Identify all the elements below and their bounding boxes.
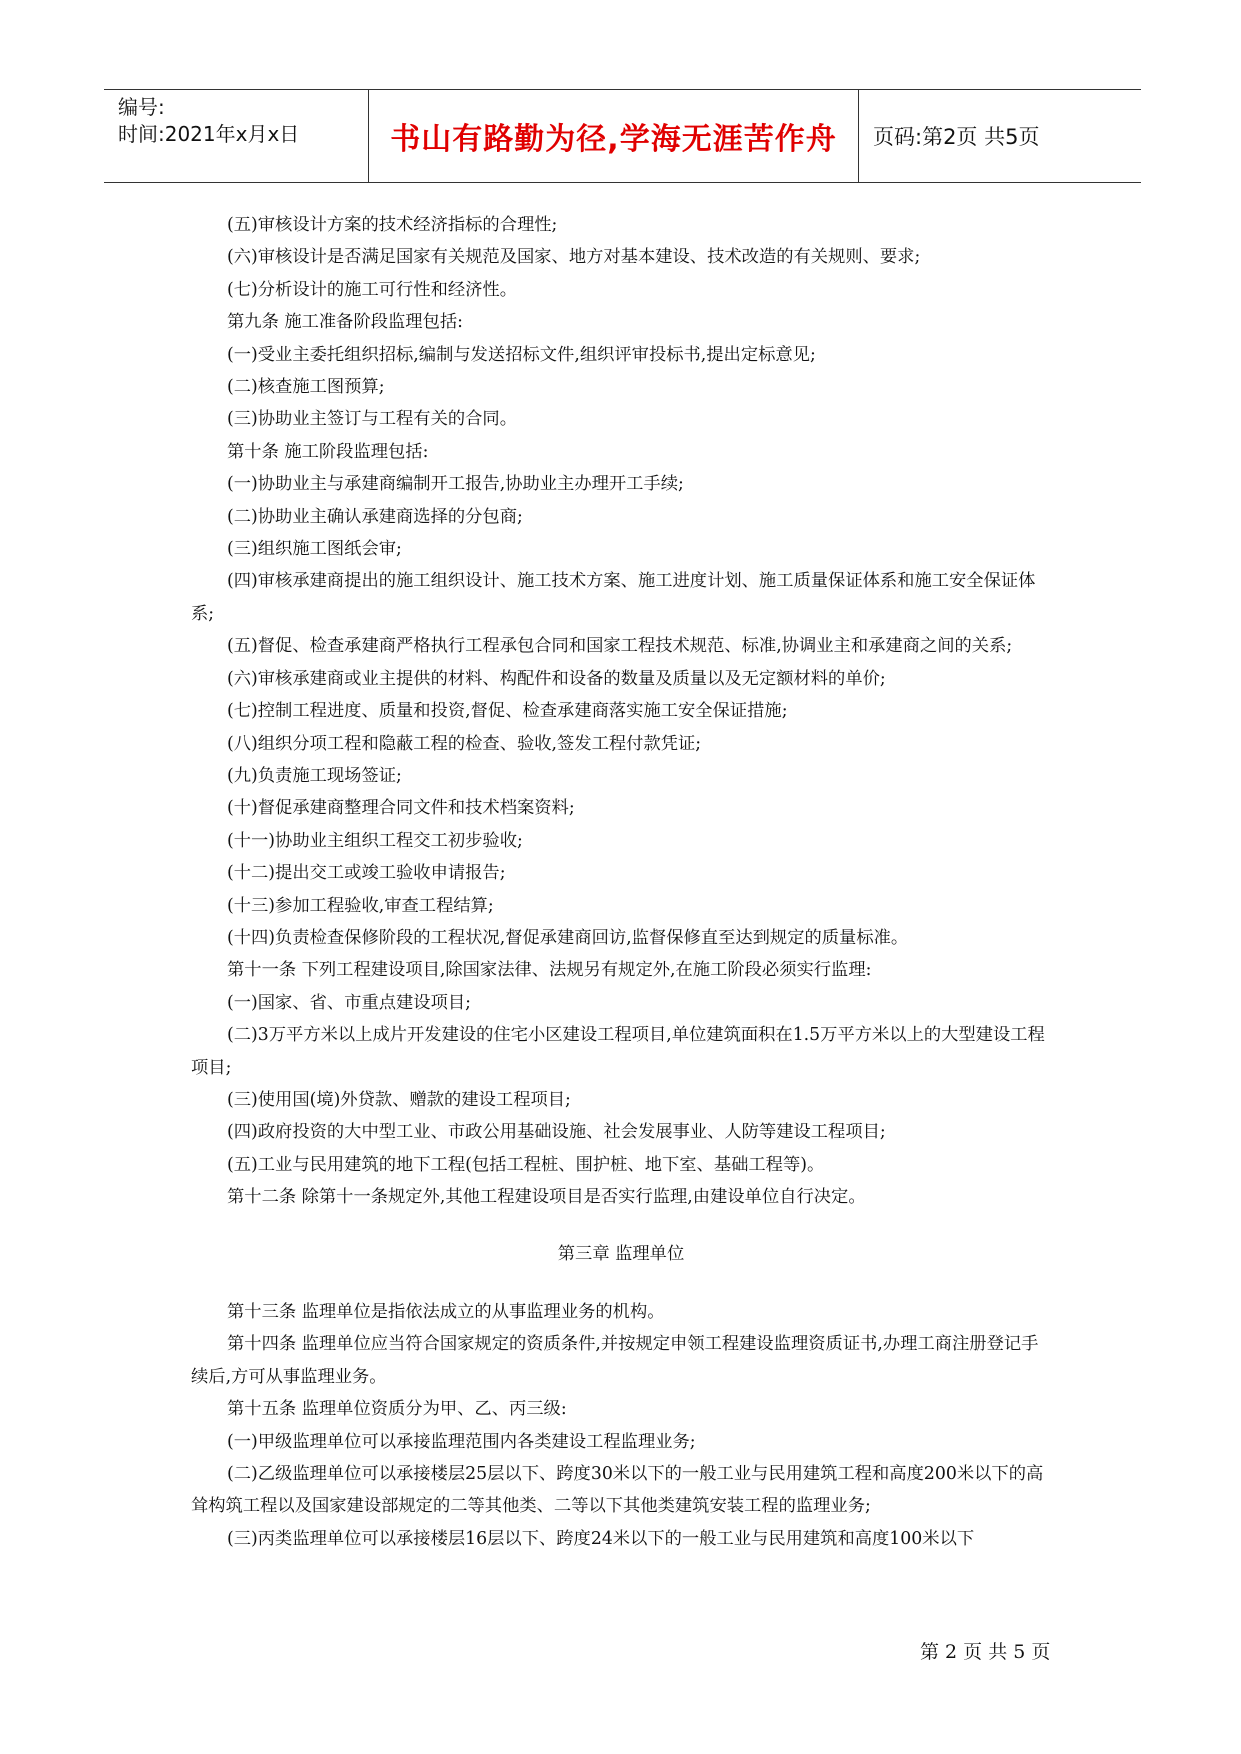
header-page-info	[859, 90, 1141, 182]
paragraph: (三)协助业主签订与工程有关的合同。	[227, 409, 517, 430]
document-time-label: 时间:2021年x月x日	[118, 122, 300, 146]
paragraph: (五)督促、检查承建商严格执行工程承包合同和国家工程技术规范、标准,协调业主和承建商之间的关系;	[227, 636, 1013, 657]
article-heading: 第十四条 监理单位应当符合国家规定的资质条件,并按规定申领工程建设监理资质证书,办理工商注册登记手续后,方可从事监理业务。	[191, 1334, 1039, 1387]
paragraph: (十二)提出交工或竣工验收申请报告;	[227, 863, 506, 884]
page-footer	[920, 1637, 1060, 1664]
paragraph: (二)乙级监理单位可以承接楼层25层以下、跨度30米以下的一般工业与民用建筑工程和高度200米以下的高耸构筑工程以及国家建设部规定的二等其他类、二等以下其他类建筑安装工程的监理业务;	[191, 1464, 1044, 1517]
footer-page-number: 第 2 页 共 5 页	[920, 1641, 1051, 1663]
paragraph: (二)核查施工图预算;	[227, 377, 385, 398]
paragraph: (九)负责施工现场签证;	[227, 765, 402, 786]
paragraph: (七)分析设计的施工可行性和经济性。	[227, 279, 517, 300]
paragraph: (四)审核承建商提出的施工组织设计、施工技术方案、施工进度计划、施工质量保证体系和施工安全保证体系;	[191, 571, 1036, 624]
paragraph: (三)组织施工图纸会审;	[227, 539, 402, 560]
document-body	[191, 209, 1051, 1555]
page-header	[104, 89, 1141, 183]
article-heading: 第十条 施工阶段监理包括:	[227, 441, 429, 462]
paragraph: (一)受业主委托组织招标,编制与发送招标文件,组织评审投标书,提出定标意见;	[227, 344, 816, 365]
paragraph: (六)审核设计是否满足国家有关规范及国家、地方对基本建设、技术改造的有关规则、要求;	[227, 247, 921, 268]
paragraph: (八)组织分项工程和隐蔽工程的检查、验收,签发工程付款凭证;	[227, 733, 702, 754]
paragraph: (五)工业与民用建筑的地下工程(包括工程桩、围护桩、地下室、基础工程等)。	[227, 1154, 825, 1175]
paragraph: (十三)参加工程验收,审查工程结算;	[227, 895, 494, 916]
motto-text: 书山有路勤为径,学海无涯苦作舟	[390, 122, 837, 157]
header-motto-cell	[368, 90, 859, 182]
document-number-label: 编号:	[118, 95, 165, 119]
article-heading: 第十五条 监理单位资质分为甲、乙、丙三级:	[227, 1399, 567, 1420]
chapter-title: 第三章 监理单位	[557, 1243, 685, 1264]
paragraph: (七)控制工程进度、质量和投资,督促、检查承建商落实施工安全保证措施;	[227, 701, 788, 722]
paragraph: (十)督促承建商整理合同文件和技术档案资料;	[227, 798, 575, 819]
article-heading: 第十一条 下列工程建设项目,除国家法律、法规另有规定外,在施工阶段必须实行监理:	[227, 960, 872, 981]
paragraph: (一)国家、省、市重点建设项目;	[227, 992, 471, 1013]
header-meta	[104, 90, 368, 182]
paragraph: (四)政府投资的大中型工业、市政公用基础设施、社会发展事业、人防等建设工程项目;	[227, 1122, 886, 1143]
paragraph: (一)协助业主与承建商编制开工报告,协助业主办理开工手续;	[227, 474, 684, 495]
paragraph: (二)协助业主确认承建商选择的分包商;	[227, 506, 523, 527]
article-heading: 第十三条 监理单位是指依法成立的从事监理业务的机构。	[227, 1302, 665, 1322]
paragraph: (十一)协助业主组织工程交工初步验收;	[227, 830, 523, 851]
paragraph: (一)甲级监理单位可以承接监理范围内各类建设工程监理业务;	[227, 1431, 696, 1452]
paragraph: (三)使用国(境)外贷款、赠款的建设工程项目;	[227, 1089, 571, 1110]
paragraph: (三)丙类监理单位可以承接楼层16层以下、跨度24米以下的一般工业与民用建筑和高度100米以下	[227, 1528, 975, 1549]
page-info-text: 页码:第2页 共5页	[873, 125, 1040, 149]
article-heading: 第九条 施工准备阶段监理包括:	[227, 312, 463, 333]
article-heading: 第十二条 除第十一条规定外,其他工程建设项目是否实行监理,由建设单位自行决定。	[227, 1187, 866, 1208]
paragraph: (十四)负责检查保修阶段的工程状况,督促承建商回访,监督保修直至达到规定的质量标准。	[227, 927, 909, 948]
paragraph: (六)审核承建商或业主提供的材料、构配件和设备的数量及质量以及无定额材料的单价;	[227, 668, 886, 689]
paragraph: (五)审核设计方案的技术经济指标的合理性;	[227, 215, 558, 235]
paragraph: (二)3万平方米以上成片开发建设的住宅小区建设工程项目,单位建筑面积在1.5万平方米以上的大型建设工程项目;	[191, 1025, 1045, 1078]
